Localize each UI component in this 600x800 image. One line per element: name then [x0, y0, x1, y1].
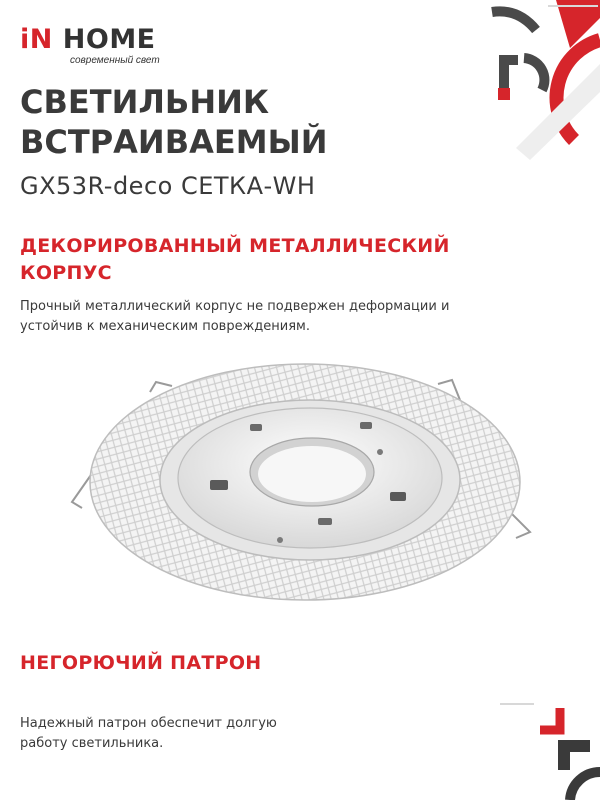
feature-1-text: Прочный металлический корпус не подвержен деформации и устойчив к механическим повреждениям. [20, 299, 450, 334]
logo-wordmark [20, 26, 190, 54]
logo-in-text: iN [20, 24, 53, 55]
product-model: GX53R-deco СЕТКА-WH [20, 172, 316, 200]
product-title: СВЕТИЛЬНИК ВСТРАИВАЕМЫЙ [20, 83, 328, 161]
feature-2-heading: НЕГОРЮЧИЙ ПАТРОН [20, 652, 262, 674]
bottom-corner-deco-icon [500, 690, 600, 800]
feature-1-heading: ДЕКОРИРОВАННЫЙ МЕТАЛЛИЧЕСКИЙ КОРПУС [20, 235, 450, 284]
feature-2-text: Надежный патрон обеспечит долгую работу светильника. [20, 716, 277, 751]
product-image [60, 352, 550, 612]
corner-deco-icon [478, 0, 600, 170]
logo-home-text: HOME [62, 24, 156, 55]
logo-tagline: современный свет [70, 55, 160, 66]
brand-logo [20, 26, 190, 72]
